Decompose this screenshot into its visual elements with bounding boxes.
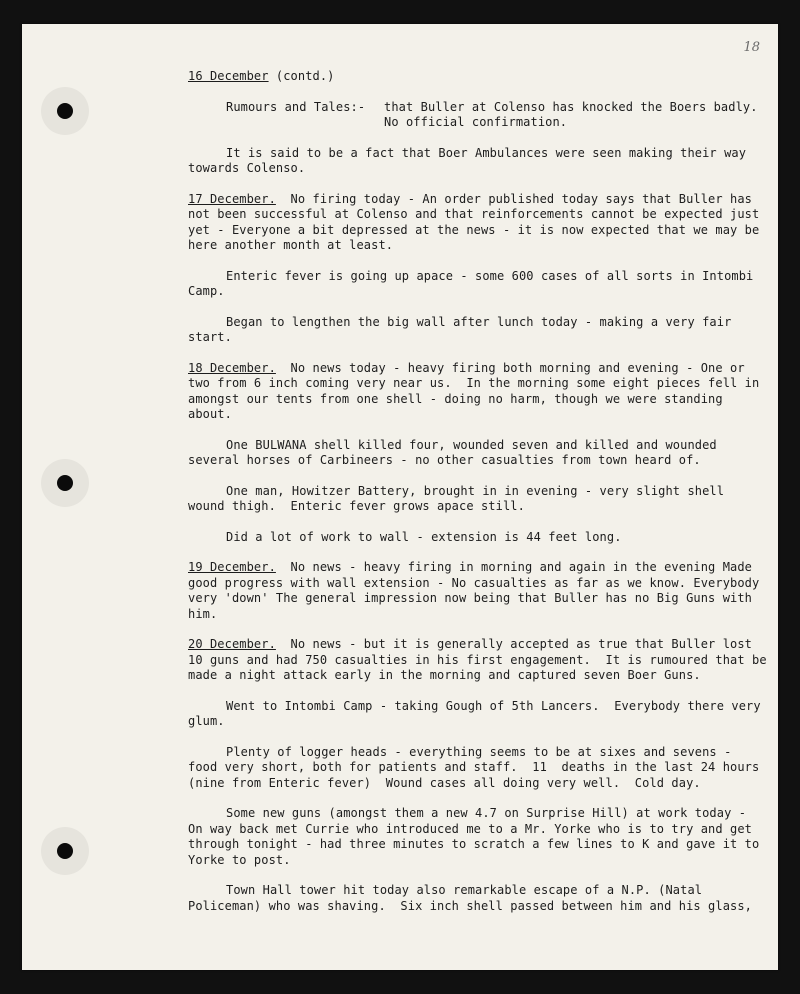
paragraph: Some new guns (amongst them a new 4.7 on Surprise Hill) at work today - On way back met Currie who introduced me to a Mr. Yorke who is to try and get through tonight - had three minutes to scratch a few lines to K and gave it to Yorke to post. [188, 806, 767, 867]
entry-18-december [188, 361, 768, 423]
rumours-label: Rumours and Tales:- [226, 99, 366, 114]
page-number: 18 [743, 40, 760, 55]
paragraph: Plenty of logger heads - everything seems to be at sixes and sevens - food very short, both for patients and staff. 11 deaths in the last 24 hours (nine from Enteric fever) Wound cases all doing very well. Cold day. [188, 744, 767, 790]
punch-hole [41, 827, 89, 875]
paragraph: Enteric fever is going up apace - some 600 cases of all sorts in Intombi Camp. [188, 268, 761, 298]
date-heading: 19 December. [188, 560, 276, 574]
punch-hole [41, 87, 89, 135]
date-heading: 17 December. [188, 191, 276, 206]
paragraph: One man, Howitzer Battery, brought in in evening - very slight shell wound thigh. Enteric fever grows apace still. [188, 483, 732, 513]
paragraph: No firing today - An order published today says that Buller has not been successful at Colenso and that reinforcements cannot be expected just yet - Everyone a bit depressed at the news - it is now expected that we may be here another month at least. [188, 191, 767, 252]
paragraph: No news - but it is generally accepted as true that Buller lost 10 guns and had 750 casualties in his first engagement. It is rumoured that be made a night attack early in the morning and captured seven Boer Guns. [188, 637, 774, 682]
paragraph: Went to Intombi Camp - taking Gough of 5th Lancers. Everybody there very glum. [188, 698, 769, 728]
paragraph: No news - heavy firing in morning and again in the evening Made good progress with wall extension - No casualties as far as we know. Everybody very 'down' The general impression now being that Buller has no Big Guns with him. [188, 560, 767, 621]
paragraph: Did a lot of work to wall - extension is 44 feet long. [226, 529, 622, 544]
paragraph: One BULWANA shell killed four, wounded seven and killed and wounded several horses of Carbineers - no other casualties from town heard of. [188, 437, 725, 467]
heading-suffix: (contd.) [268, 69, 335, 83]
paragraph: No news today - heavy firing both morning and evening - One or two from 6 inch coming very near us. In the morning some eight pieces fell in amongst our tents from one shell - doing no harm, though we were standing about. [188, 360, 767, 421]
punch-hole [41, 459, 89, 507]
paragraph: Town Hall tower hit today also remarkable escape of a N.P. (Natal Policeman) who was shaving. Six inch shell passed between him and his glass, [188, 883, 752, 913]
entry-19-december [188, 560, 768, 622]
date-heading: 20 December. [188, 637, 276, 651]
rumours-text: that Buller at Colenso has knocked the Boers badly. No official confirmation. [384, 99, 758, 129]
typed-text [188, 69, 774, 929]
date-heading: 18 December. [188, 360, 276, 375]
paragraph: It is said to be a fact that Boer Ambulances were seen making their way towards Colenso. [188, 145, 754, 175]
rumours-block [226, 100, 768, 131]
document-page [22, 24, 778, 970]
paragraph: Began to lengthen the big wall after lunch today - making a very fair start. [188, 314, 739, 344]
entry-20-december [188, 637, 774, 684]
entry-17-december [188, 192, 768, 254]
heading [188, 69, 768, 85]
date-heading: 16 December [188, 69, 269, 83]
